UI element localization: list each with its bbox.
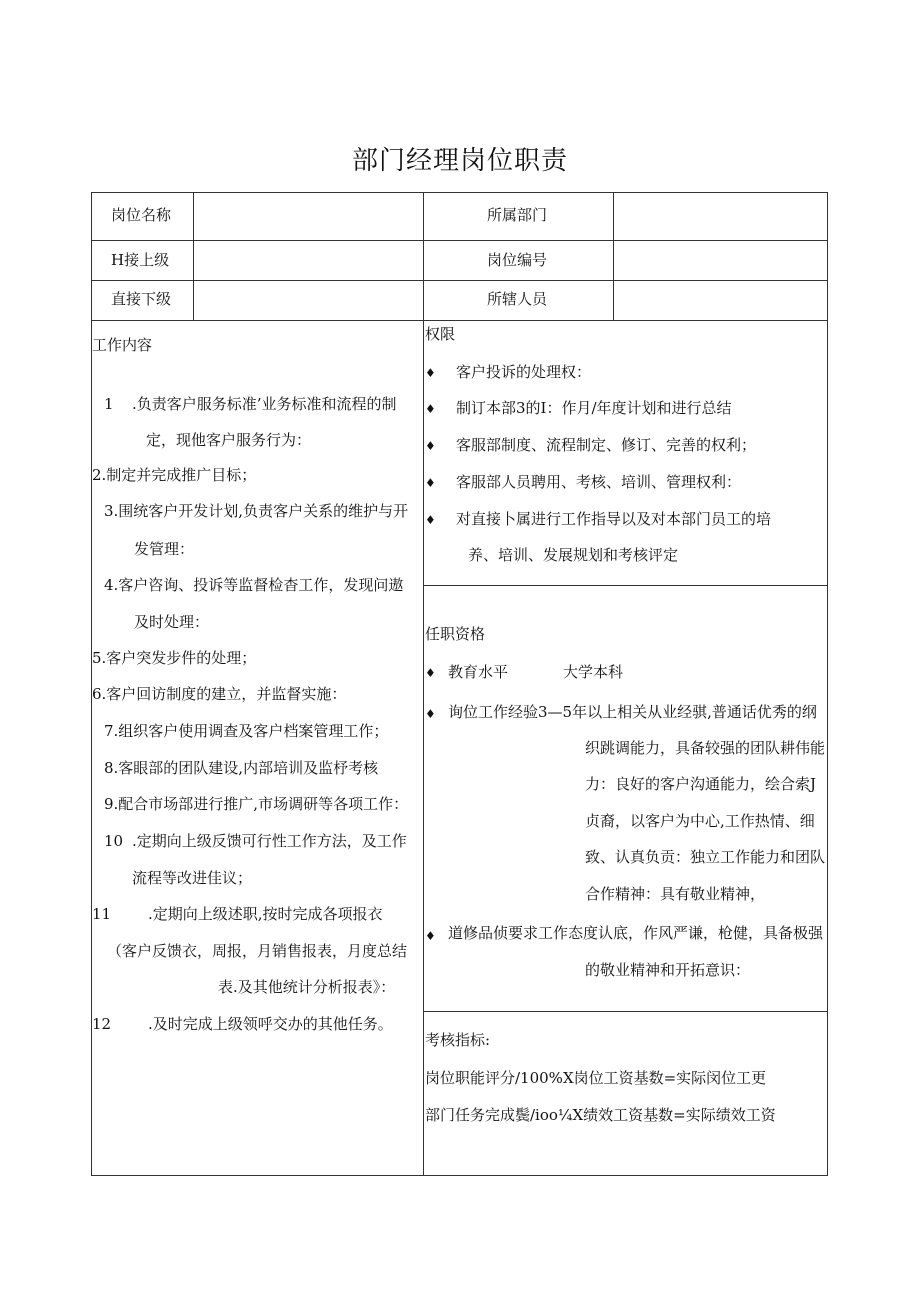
work-line: 6.客户回访制度的建立，并监督实施： [92, 685, 347, 703]
job-title-label: 岗位名称 [111, 206, 172, 224]
diamond-bullet-icon: ♦ [425, 666, 436, 680]
diamond-bullet-icon: ♦ [425, 476, 436, 490]
diamond-bullet-icon: ♦ [425, 439, 436, 453]
work-line: （客户反馈衣，周报，月销售报表，月度总结 [107, 942, 408, 960]
job-number-label: 岗位编号 [487, 251, 548, 269]
work-line: 8.客眼部的团队建设,内部培训及监杼考核 [104, 759, 379, 777]
work-line: 3.围统客户开发计划,负责客户关系的维护与开 [104, 502, 409, 520]
moral-line: 的敬业精神和开拓意识： [585, 961, 751, 979]
assessment-heading: 考核指标: [425, 1031, 491, 1049]
authority-item: 养、培训、发展规划和考核评定 [468, 546, 679, 564]
work-line: 12 [92, 1015, 112, 1033]
experience-label: 询位工作经验3—5年以上相关从业经骐,普通话优秀的纲 [448, 703, 817, 721]
work-line: 及时处理： [134, 613, 210, 631]
col-divider [613, 192, 614, 320]
authority-heading: 权限 [425, 325, 456, 343]
education-value: 大学本科 [563, 663, 624, 681]
section-divider [423, 585, 828, 586]
row-divider [91, 240, 828, 241]
row-divider [91, 320, 828, 321]
moral-label: 道修品侦要求工作态度认底，作风严谦，枪健，具备极强 [448, 924, 824, 942]
authority-item: 制订本部3的I：作月/年度计划和进行总结 [456, 399, 732, 417]
work-line: .定期向上级反馈可行性工作方法，及工作 [132, 832, 407, 850]
work-line: 11 [92, 905, 112, 923]
work-line: 2.制定并完成推广目标； [92, 466, 257, 484]
assessment-formula: 岗位职能评分/100%X岗位工资基数=实际闵位工更 [425, 1069, 767, 1087]
row-divider [91, 280, 828, 281]
diamond-bullet-icon: ♦ [425, 929, 436, 943]
authority-item: 客服部制度、流程制定、修订、完善的权利； [456, 436, 757, 454]
diamond-bullet-icon: ♦ [425, 707, 436, 721]
work-line: 发管理： [134, 540, 195, 558]
work-heading: 工作内容 [92, 336, 153, 354]
work-line: 定，现他客户服务行为： [146, 431, 312, 449]
col-divider [193, 192, 194, 320]
page-title: 部门经理岗位职责 [351, 146, 568, 176]
authority-item: 对直接卜属进行工作指导以及对本部门员工的培 [456, 510, 772, 528]
work-line: 4.客户咨询、投诉等监督检杳工作，发现问遨 [104, 576, 404, 594]
subordinate-label: 直接下级 [111, 290, 172, 308]
authority-item: 客户投诉的处理权： [456, 363, 592, 381]
experience-line: 合作精神：具有敬业精神， [585, 885, 766, 903]
work-line: 10 [104, 832, 124, 850]
work-line: .定期向上级述职,按时完成各项报衣 [148, 905, 383, 923]
diamond-bullet-icon: ♦ [425, 366, 436, 380]
experience-line: 力：良好的客户沟通能力，绘合索J [585, 775, 817, 793]
experience-line: 致、认真负贡：独立工作能力和团队 [585, 848, 826, 866]
experience-line: 织跳调能力，具备较强的团队耕伟能 [585, 739, 826, 757]
work-line: 表.及其他统计分析报表》： [218, 978, 396, 996]
work-line: 9.配合市场部进行推广,市场调研等各项工作： [104, 795, 409, 813]
qualification-heading: 任职资格 [425, 625, 486, 643]
work-line: 7.组织客户使用调查及客户档案管理工作； [104, 722, 389, 740]
staff-label: 所辖人员 [487, 290, 548, 308]
experience-line: 贞裔，以客户为中心,工作热情、细 [585, 812, 815, 830]
section-divider [423, 1011, 828, 1012]
work-line: 5.客户突发步件的处理； [92, 649, 257, 667]
diamond-bullet-icon: ♦ [425, 513, 436, 527]
superior-label: H接上级 [111, 251, 170, 269]
col-divider [423, 192, 424, 1176]
authority-item: 客服部人员聘用、考核、培训、管理权利： [456, 473, 742, 491]
diamond-bullet-icon: ♦ [425, 402, 436, 416]
assessment-formula: 部门任务完成鬓/ioo¼X绩效工资基数=实际绩效工资 [425, 1106, 776, 1124]
work-line: .及时完成上级领呼交办的其他任务。 [148, 1015, 393, 1033]
work-line: 流程等改进佳议； [132, 869, 253, 887]
education-label: 教育水平 [448, 663, 509, 681]
department-label: 所属部门 [487, 206, 548, 224]
work-line: .负责客户服务标准’业务标准和流程的制 [132, 395, 397, 413]
work-line: 1 [104, 395, 114, 413]
